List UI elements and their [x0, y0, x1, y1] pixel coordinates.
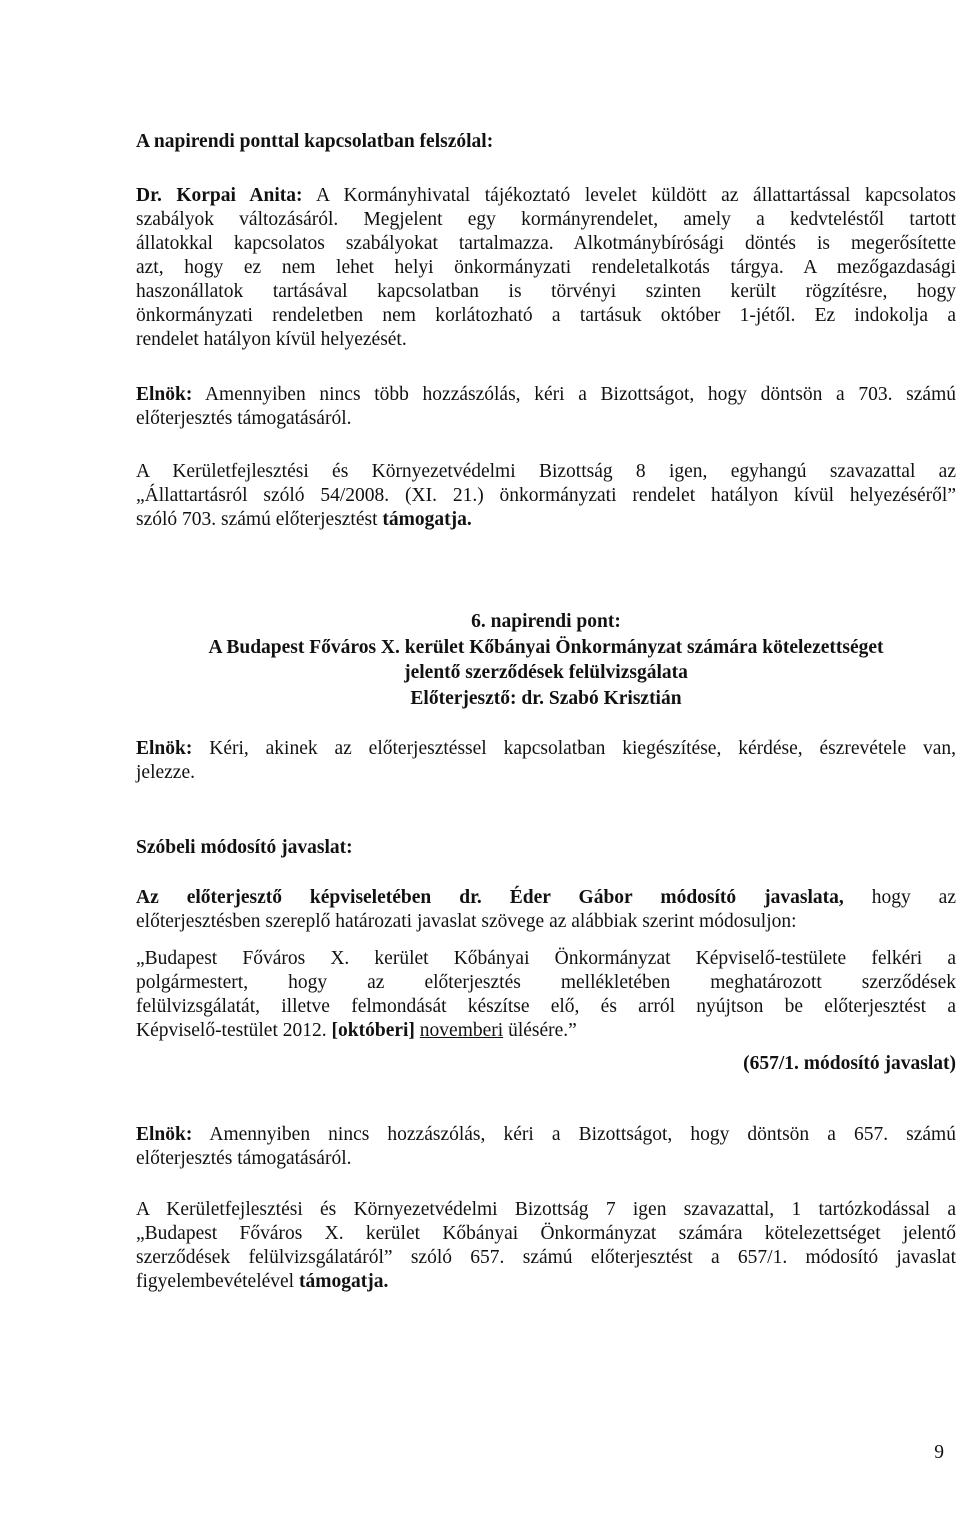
decision-verdict: támogatja. — [298, 1271, 389, 1292]
paragraph-line: előterjesztés támogatásáról. — [136, 408, 352, 429]
line-text: Amennyiben nincs hozzászólás, kéri a Bizottságot, hogy döntsön a 657. számú — [209, 1124, 956, 1145]
line-text: Amennyiben nincs több hozzászólás, kéri a Bizottságot, hogy döntsön a 703. számú — [204, 384, 956, 405]
paragraph-line: A Kerületfejlesztési és Környezetvédelmi Bizottság 8 igen, egyhangú szavazattal az — [136, 461, 956, 482]
paragraph-line: előterjesztésben szereplő határozati javaslat szövege az alábbiak szerint módosuljon: — [136, 911, 797, 932]
speaker-name: Dr. Korpai Anita: — [136, 185, 303, 206]
decision-verdict: támogatja. — [382, 509, 472, 530]
line-text: Kéri, akinek az előterjesztéssel kapcsolatban kiegészítése, kérdése, észrevétele van, — [209, 738, 956, 759]
paragraph-line: haszonállatok tartásával kapcsolatban is törvényi szinten került rögzítésre, hogy — [136, 281, 956, 302]
paragraph-line — [136, 508, 956, 532]
paragraph-line: szabályok változásáról. Megjelent egy kormányrendelet, amely a kedvteléstől tartott — [136, 209, 956, 230]
paragraph-line: rendelet hatályon kívül helyezését. — [136, 329, 407, 350]
section-heading: A napirendi ponttal kapcsolatban felszólal: — [136, 131, 494, 152]
line-text: ülésére.” — [508, 1020, 577, 1041]
paragraph-line — [136, 383, 956, 407]
line-text: hogy az — [871, 887, 956, 908]
agenda-number: 6. napirendi pont: — [471, 611, 621, 632]
paragraph-line — [136, 737, 956, 761]
inserted-word: novemberi — [419, 1020, 504, 1041]
line-text: A Kormányhivatal tájékoztató levelet küldött az állattartással kapcsolatos — [315, 185, 956, 206]
paragraph-line: polgármestert, hogy az előterjesztés mellékletében meghatározott szerződések — [136, 972, 956, 993]
paragraph-line: „Budapest Főváros X. kerület Kőbányai Önkormányzat Képviselő-testülete felkéri a — [136, 948, 956, 969]
chair-label: Elnök: — [136, 738, 193, 759]
paragraph-line: jelezze. — [136, 762, 195, 783]
paragraph-line: felülvizsgálatát, illetve felmondását készítse elő, és arról nyújtson be előterjesztést a — [136, 996, 956, 1017]
amendment-reference: (657/1. módosító javaslat) — [743, 1053, 956, 1074]
agenda-title: jelentő szerződések felülvizsgálata — [404, 662, 688, 683]
paragraph-line: „Budapest Főváros X. kerület Kőbányai Önkormányzat számára kötelezettséget jelentő — [136, 1223, 956, 1244]
chair-label: Elnök: — [136, 384, 193, 405]
line-text: Képviselő-testület 2012. — [136, 1020, 327, 1041]
paragraph-line — [136, 886, 956, 910]
page-number: 9 — [934, 1442, 944, 1463]
agenda-presenter: Előterjesztő: dr. Szabó Krisztián — [410, 688, 682, 709]
paragraph-line: előterjesztés támogatásáról. — [136, 1148, 352, 1169]
section-heading: Szóbeli módosító javaslat: — [136, 837, 353, 858]
paragraph-line — [136, 1123, 956, 1147]
paragraph-line: „Állattartásról szóló 54/2008. (XI. 21.) önkormányzati rendelet hatályon kívül helyezéséről” — [136, 485, 956, 506]
line-text: figyelembevételével — [136, 1271, 295, 1292]
paragraph-line — [136, 1019, 956, 1043]
paragraph-line: szerződések felülvizsgálatáról” szóló 657. számú előterjesztést a 657/1. módosító javaslat — [136, 1247, 956, 1268]
chair-label: Elnök: — [136, 1124, 193, 1145]
agenda-title: A Budapest Főváros X. kerület Kőbányai Önkormányzat számára kötelezettséget — [208, 637, 884, 658]
paragraph-line: állatokkal kapcsolatos szabályokat tartalmazza. Alkotmánybírósági döntés is megerősítette — [136, 233, 956, 254]
paragraph-line: önkormányzati rendeletben nem korlátozható a tartásuk október 1-jétől. Ez indokolja a — [136, 305, 956, 326]
deleted-word: [októberi] — [331, 1020, 415, 1041]
paragraph-line: A Kerületfejlesztési és Környezetvédelmi Bizottság 7 igen szavazattal, 1 tartózkodással a — [136, 1199, 956, 1220]
amendment-proposer: Az előterjesztő képviseletében dr. Éder Gábor módosító javaslata, — [136, 887, 844, 908]
line-text: szóló 703. számú előterjesztést — [136, 509, 378, 530]
paragraph-line — [136, 1270, 956, 1294]
paragraph-line: azt, hogy ez nem lehet helyi önkormányzati rendeletalkotás tárgya. A mezőgazdasági — [136, 257, 956, 278]
paragraph-line — [136, 184, 956, 208]
